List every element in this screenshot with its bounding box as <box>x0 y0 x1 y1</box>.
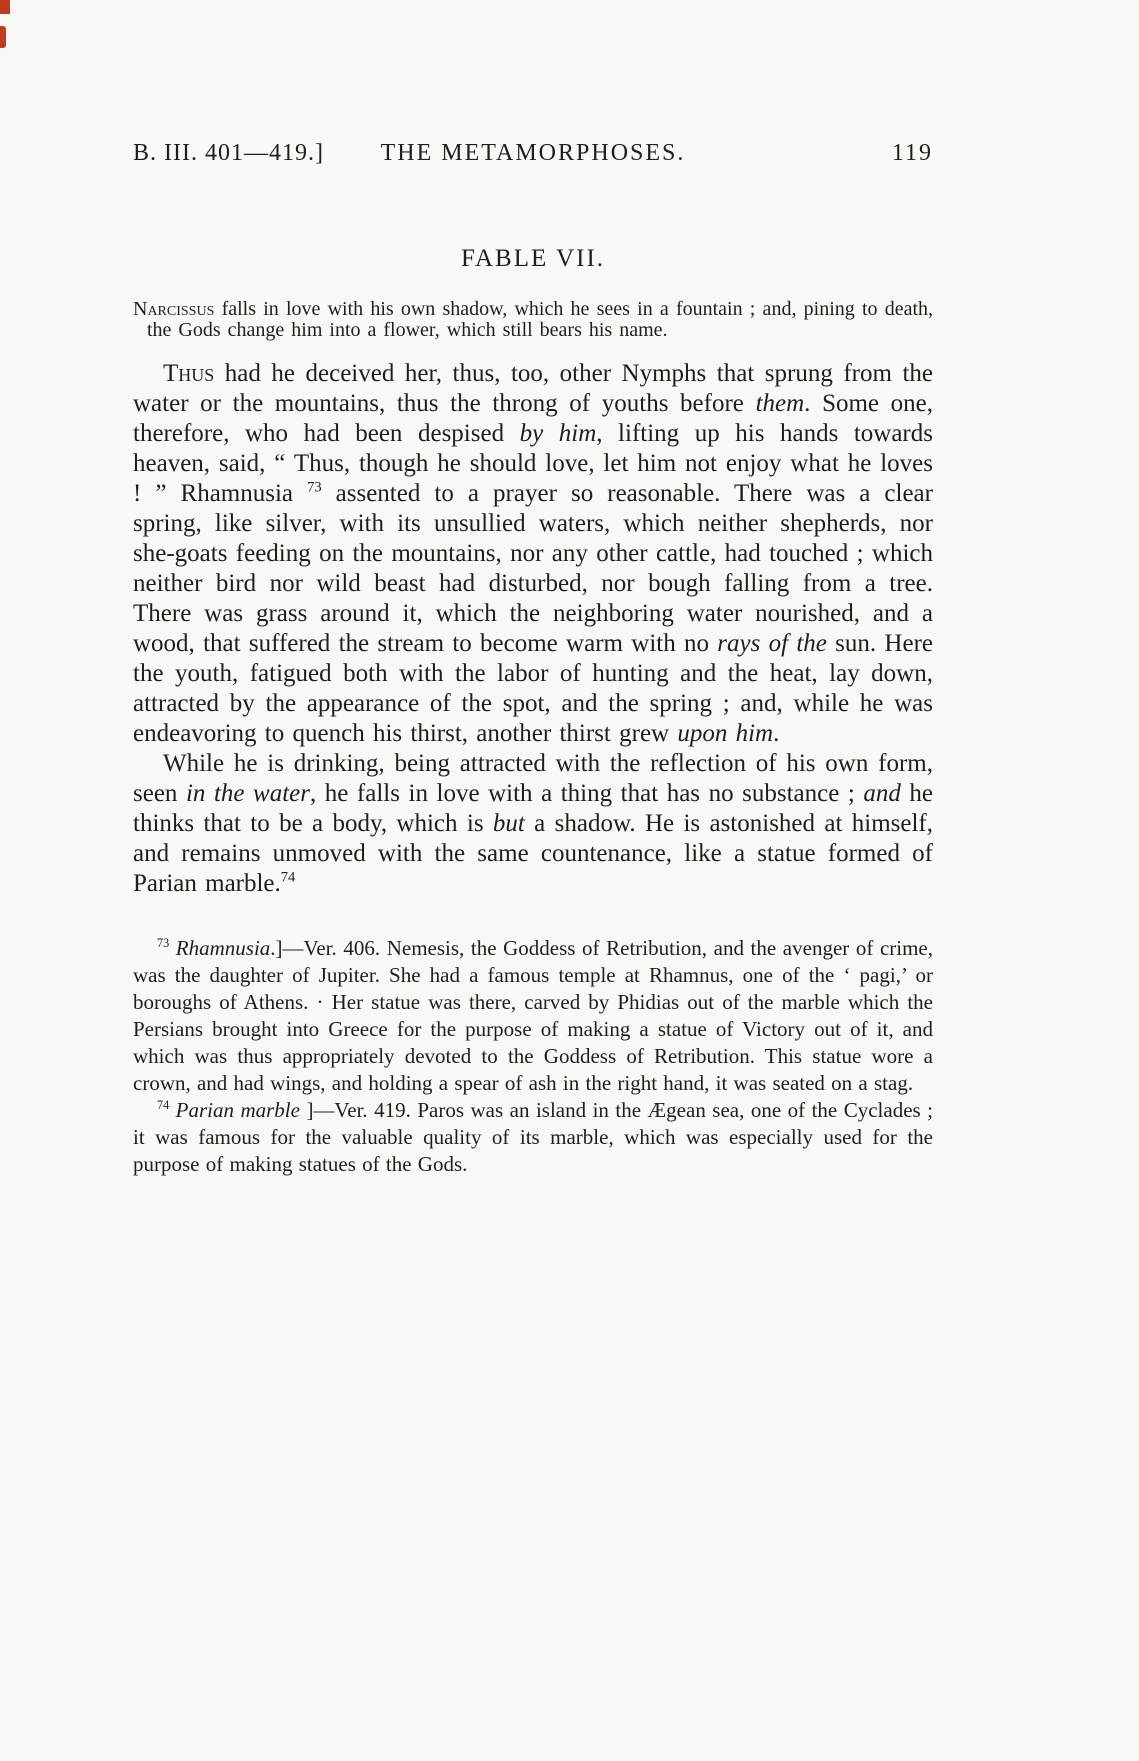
scan-artifact <box>0 0 10 14</box>
running-title: THE METAMORPHOSES. <box>380 140 686 166</box>
footnote: $^{74}$ Parian marble ]—Ver. 419. Paros was an island in the Ægean sea, one of the Cyclades ; it was famous for the valuable quality of its marble, which was especially used for the purpose of making statues of the Gods. <box>133 1098 934 1176</box>
footnotes-section <box>133 935 933 1178</box>
running-header <box>133 140 933 167</box>
book-line-reference: B. III. 401—419.] <box>133 140 324 166</box>
body-paragraph: Thus had he deceived her, thus, too, other Nymphs that sprung from the water or the mountains, thus the throng of youths before them. Some one, therefore, who had been despised by him, lifting up his hands towards heaven, said, “ Thus, though he should love, let him not enjoy what he loves ! ” Rhamnusia $^{73}$ assented to a prayer so reasonable. There was a clear spring, like silver, with its unsullied waters, which neither shepherds, nor she-goats feeding on the mountains, nor any other cattle, had touched ; which neither bird nor wild beast had disturbed, nor bough falling from a tree. There was grass around it, which the neighboring water nourished, and a wood, that suffered the stream to become warm with no rays of the sun. Here the youth, fatigued both with the labor of hunting and the heat, lay down, attracted by the appearance of the spot, and the spring ; and, while he was endeavoring to quench his thirst, another thirst grew upon him. <box>133 360 934 747</box>
fable-body <box>133 359 933 899</box>
footnote: $^{73}$ Rhamnusia.]—Ver. 406. Nemesis, the Goddess of Retribution, and the avenger of crime, was the daughter of Jupiter. She had a famous temple at Rhamnus, one of the ‘ pagi,’ or boroughs of Athens. · Her statue was there, carved by Phidias out of the marble which the Persians brought into Greece for the purpose of making a statue of Victory out of it, and which was thus appropriately devoted to the Goddess of Retribution. This statue wore a crown, and had wings, and holding a spear of ash in the right hand, it was seated on a stag. <box>133 936 934 1095</box>
page-number: 119 <box>891 140 933 166</box>
page-content <box>133 140 933 1178</box>
scan-artifact <box>0 26 6 48</box>
fable-title: FABLE VII. <box>460 245 606 272</box>
fable-argument: Narcissus falls in love with his own shadow, which he sees in a fountain ; and, pining to death, the Gods change him into a flower, which still bears his name. <box>133 298 933 341</box>
body-paragraph: While he is drinking, being attracted with the reflection of his own form, seen in the water, he falls in love with a thing that has no substance ; and he thinks that to be a body, which is but a shadow. He is astonished at himself, and remains unmoved with the same countenance, like a statue formed of Parian marble.$^{74}$ <box>133 750 934 897</box>
